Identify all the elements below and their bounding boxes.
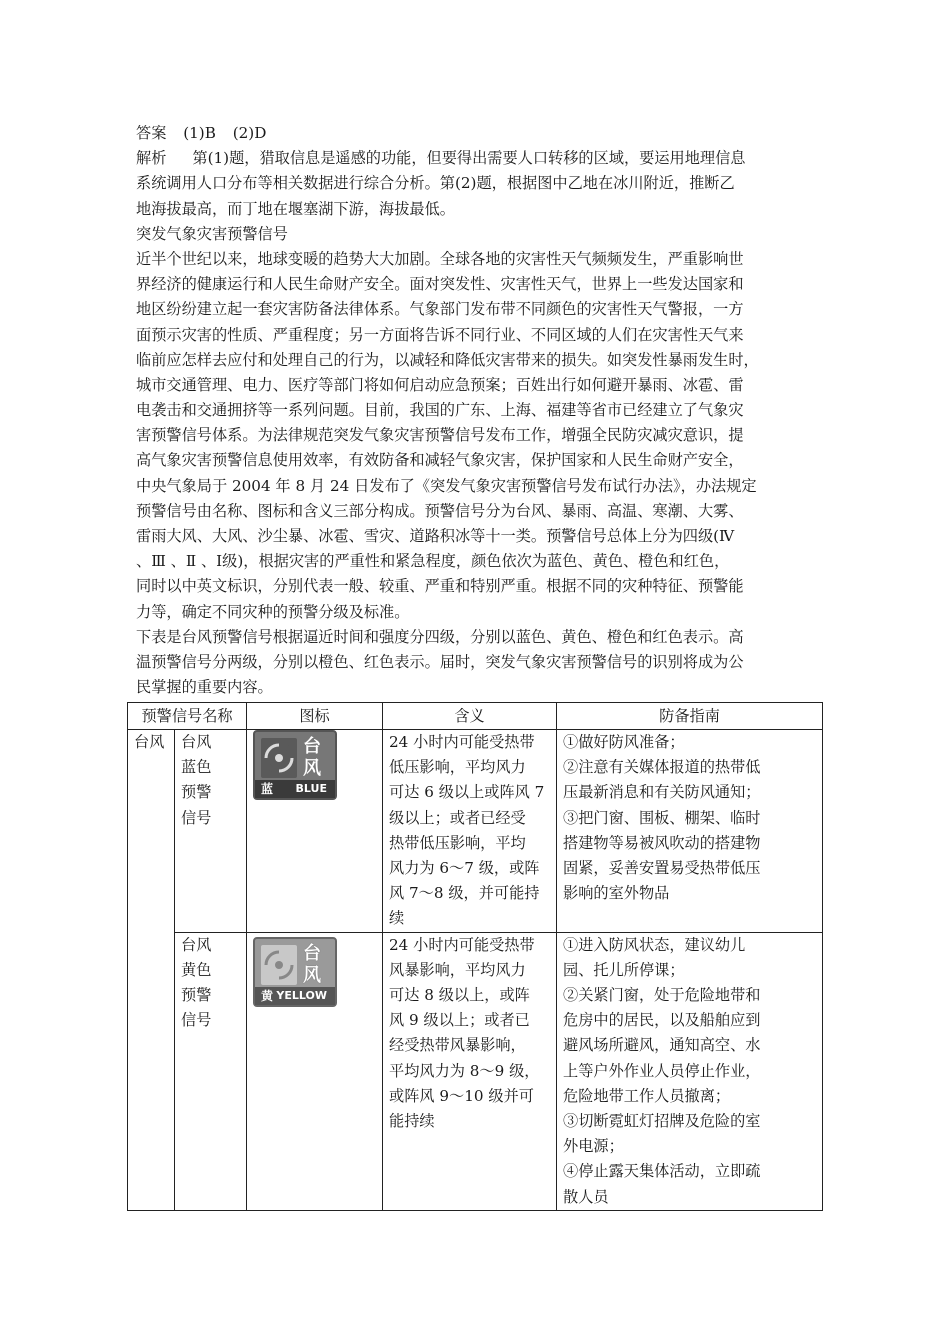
sign-level: 蓝	[261, 782, 274, 796]
document-body	[136, 121, 820, 700]
answer-q2: (2)D	[232, 124, 267, 142]
paragraph-line: 近半个世纪以来，地球变暖的趋势大大加剧。全球各地的灾害性天气频频发生，严重影响世	[136, 249, 744, 268]
paragraph-line: 下表是台风预警信号根据逼近时间和强度分四级，分别以蓝色、黄色、橙色和红色表示。高	[136, 627, 744, 646]
guide-line: ③把门窗、围板、棚架、临时	[563, 808, 761, 827]
icon-cell	[247, 932, 383, 1210]
meaning-line: 风暴影响，平均风力	[389, 960, 526, 979]
paragraph-line: 同时以中英文标识，分别代表一般、较重、严重和特别严重。根据不同的灾种特征、预警能	[136, 577, 744, 596]
sign-word: 台	[303, 942, 321, 964]
analysis-line	[136, 146, 820, 171]
meaning-line: 级以上；或者已经受	[389, 808, 526, 827]
answer-q1: (1)B	[183, 124, 216, 142]
meaning-line: 风 7～8 级，并可能持	[389, 884, 540, 903]
section-title: 突发气象灾害预警信号	[136, 224, 288, 243]
meaning-line: 续	[389, 909, 405, 928]
signal-name-text: 台风	[181, 733, 212, 751]
header-signal-name: 预警信号名称	[128, 703, 247, 730]
meaning-line: 经受热带风暴影响，	[389, 1036, 526, 1055]
signal-name-text: 蓝色	[181, 758, 212, 777]
signal-name-text: 预警	[181, 986, 212, 1004]
meaning-line: 24 小时内可能受热带	[389, 733, 535, 751]
signal-name-cell	[175, 730, 247, 933]
analysis-text: 第(1)题，猎取信息是遥感的功能，但要得出需要人口转移的区域，要运用地理信息	[192, 149, 746, 168]
meaning-line: 24 小时内可能受热带	[389, 935, 535, 954]
guide-line: 固紧，妥善安置易受热带低压	[563, 859, 761, 878]
meaning-line: 风 9 级以上；或者已	[389, 1011, 530, 1030]
guide-line: 影响的室外物品	[563, 884, 670, 903]
guide-line: ④停止露天集体活动，立即疏	[563, 1162, 761, 1181]
paragraph-line: 临前应怎样去应付和处理自己的行为，以减轻和降低灾害带来的损失。如突发性暴雨发生时，	[136, 350, 759, 369]
guide-line: 外电源；	[563, 1137, 624, 1156]
guide-line: ①做好防风准备；	[563, 733, 685, 751]
meaning-cell	[383, 932, 557, 1210]
header-icon: 图标	[247, 703, 383, 730]
paragraph-line: 雷雨大风、大风、沙尘暴、冰雹、雪灾、道路积冰等十一类。预警信号总体上分为四级(Ⅳ	[136, 527, 735, 545]
guide-cell	[557, 932, 823, 1210]
sign-level: 黄	[261, 988, 274, 1003]
sign-english: BLUE	[295, 782, 327, 795]
meaning-line: 可达 6 级以上或阵风 7	[389, 783, 545, 802]
sign-word: 风	[303, 758, 321, 779]
paragraph-line: 界经济的健康运行和人民生命财产安全。面对突发性、灾害性天气，世界上一些发达国家和	[136, 275, 744, 294]
paragraph-line: 温预警信号分两级，分别以橙色、红色表示。届时，突发气象灾害预警信号的识别将成为公	[136, 652, 744, 671]
guide-line: 园、托儿所停课；	[563, 960, 685, 979]
paragraph-line: 电袭击和交通拥挤等一系列问题。目前，我国的广东、上海、福建等省市已经建立了气象灾	[136, 401, 744, 420]
guide-line: ①进入防风状态，建议幼儿	[563, 935, 746, 954]
paragraph-line: 高气象灾害预警信息使用效率，有效防备和减轻气象灾害，保护国家和人民生命财产安全，	[136, 451, 744, 470]
guide-line: ③切断霓虹灯招牌及危险的室	[563, 1112, 761, 1131]
category-cell: 台风	[128, 730, 175, 1211]
guide-line: 压最新消息和有关防风通知；	[563, 783, 761, 802]
signal-name-text: 预警	[181, 783, 212, 802]
guide-line: 搭建物等易被风吹动的搭建物	[563, 833, 761, 852]
sign-word: 台	[303, 736, 321, 757]
meaning-line: 低压影响，平均风力	[389, 758, 526, 777]
header-meaning: 含义	[383, 703, 557, 730]
meaning-line: 或阵风 9～10 级并可	[389, 1086, 534, 1105]
meaning-line: 能持续	[389, 1112, 435, 1131]
typhoon-yellow-sign-icon	[253, 937, 337, 1007]
meaning-line: 热带低压影响，平均	[389, 833, 526, 852]
paragraph-line: 民掌握的重要内容。	[136, 678, 273, 697]
paragraph-line: 地区纷纷建立起一套灾害防备法律体系。气象部门发布带不同颜色的灾害性天气警报，一方	[136, 300, 744, 319]
paragraph-line: 、Ⅲ 、Ⅱ 、Ⅰ级)，根据灾害的严重性和紧急程度，颜色依次为蓝色、黄色、橙色和红色，	[136, 552, 730, 571]
analysis-label: 解析	[136, 149, 167, 168]
guide-line: 避风场所避风，通知高空、水	[563, 1036, 761, 1055]
guide-line: ②注意有关媒体报道的热带低	[563, 758, 761, 777]
sign-english: YELLOW	[276, 988, 327, 1002]
analysis-line: 系统调用人口分布等相关数据进行综合分析。第(2)题，根据图中乙地在冰川附近，推断乙	[136, 174, 735, 193]
guide-line: 上等户外作业人员停止作业，	[563, 1061, 761, 1080]
meaning-line: 风力为 6～7 级，或阵	[389, 859, 540, 878]
paragraph-line: 中央气象局于 2004 年 8 月 24 日发布了《突发气象灾害预警信号发布试行办法》，办法规定	[136, 476, 757, 495]
answer-line	[136, 121, 820, 146]
guide-line: 危险地带工作人员撤离；	[563, 1086, 731, 1105]
paragraph-line: 预警信号由名称、图标和含义三部分构成。预警信号分为台风、暴雨、高温、寒潮、大雾、	[136, 501, 744, 520]
guide-line: 散人员	[563, 1187, 609, 1206]
signal-name-text: 信号	[181, 808, 212, 827]
meaning-line: 平均风力为 8～9 级，	[389, 1061, 540, 1080]
guide-line: 危房中的居民，以及船舶应到	[563, 1011, 761, 1030]
sign-word: 风	[303, 964, 321, 986]
table-row	[128, 932, 823, 1210]
paragraph-1	[136, 247, 820, 625]
table-row	[128, 730, 823, 933]
table-header-row	[128, 703, 823, 730]
meaning-cell	[383, 730, 557, 933]
guide-cell	[557, 730, 823, 933]
paragraph-line: 害预警信号体系。为法律规范突发气象灾害预警信号发布工作，增强全民防灾减灾意识，提	[136, 426, 744, 445]
signal-name-cell	[175, 932, 247, 1210]
header-guide: 防备指南	[557, 703, 823, 730]
meaning-line: 可达 8 级以上，或阵	[389, 986, 530, 1005]
analysis-line: 地海拔最高，而丁地在堰塞湖下游，海拔最低。	[136, 199, 455, 218]
typhoon-blue-sign-icon	[253, 730, 337, 800]
icon-cell	[247, 730, 383, 933]
warning-signal-table	[127, 702, 823, 1211]
signal-name-text: 台风	[181, 935, 212, 954]
answer-label: 答案	[136, 124, 167, 142]
signal-name-text: 黄色	[181, 960, 212, 979]
signal-name-text: 信号	[181, 1011, 212, 1030]
paragraph-line: 力等，确定不同灾种的预警分级及标准。	[136, 602, 410, 621]
guide-line: ②关紧门窗，处于危险地带和	[563, 986, 761, 1005]
paragraph-line: 城市交通管理、电力、医疗等部门将如何启动应急预案；百姓出行如何避开暴雨、冰雹、雷	[136, 375, 744, 394]
paragraph-line: 面预示灾害的性质、严重程度；另一方面将告诉不同行业、不同区域的人们在灾害性天气来	[136, 325, 744, 344]
paragraph-2	[136, 625, 820, 701]
